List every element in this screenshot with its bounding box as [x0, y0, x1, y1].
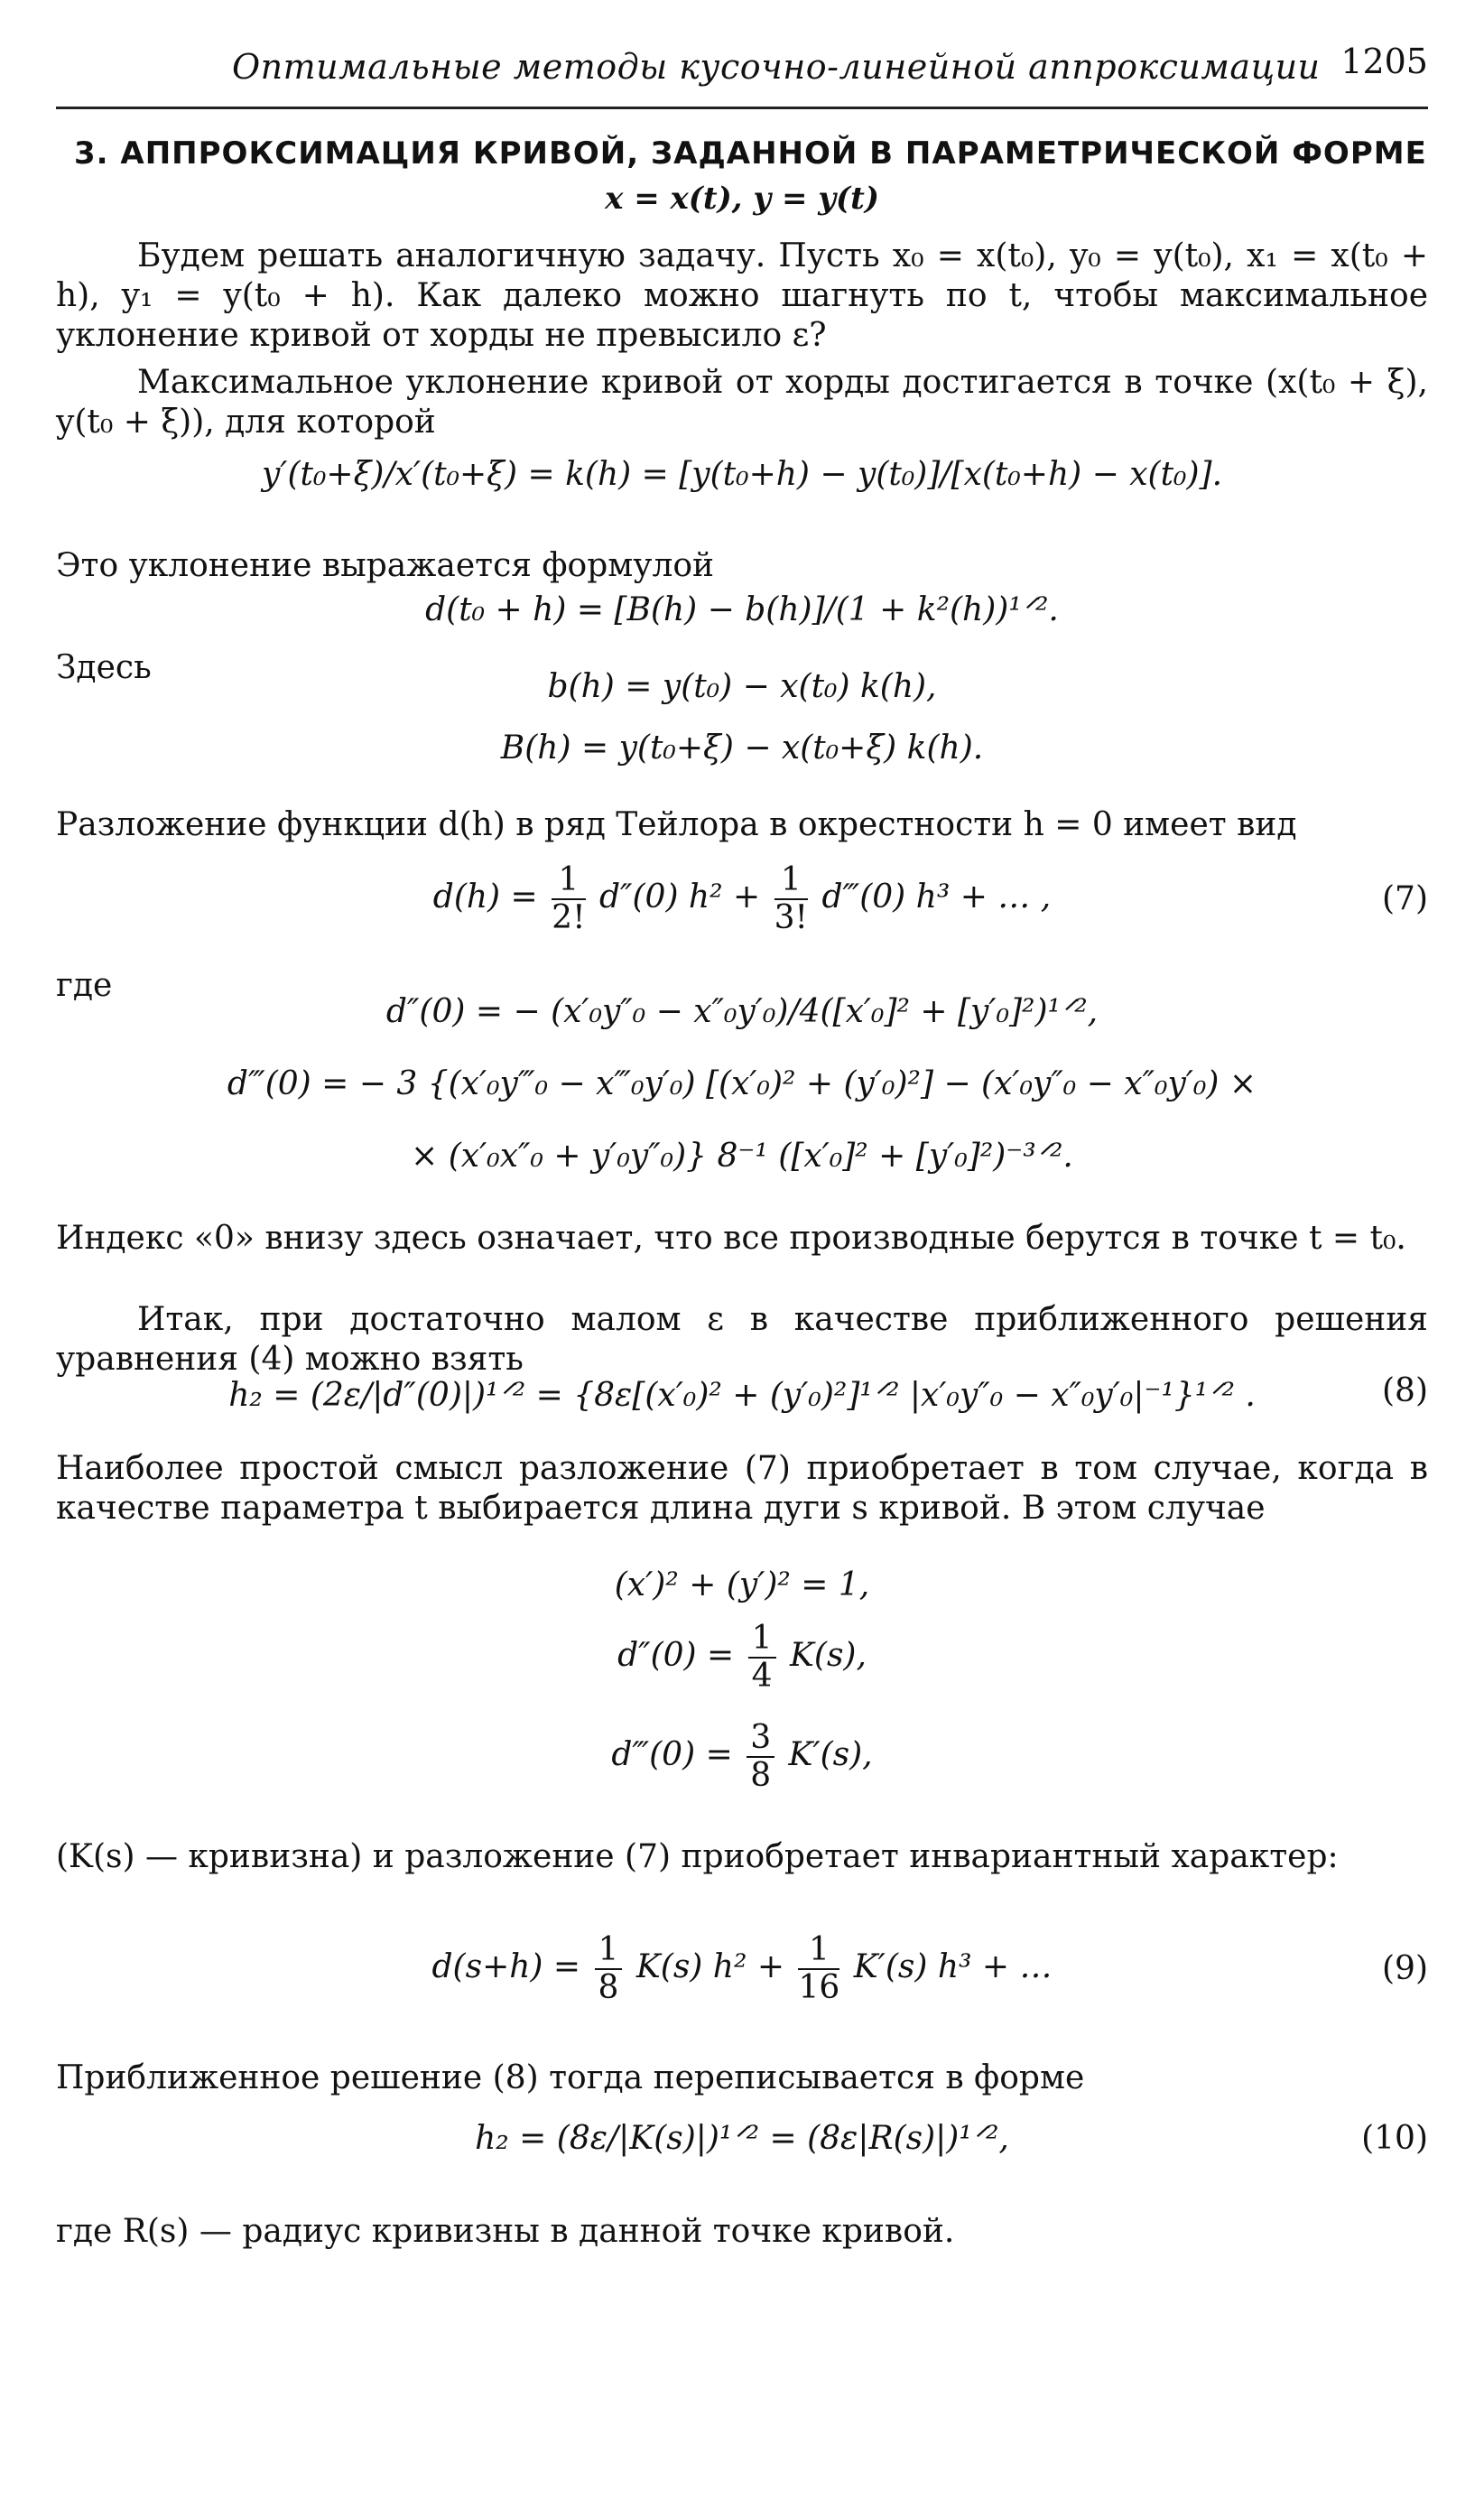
- equation-d: d(t₀ + h) = [B(h) − b(h)]/(1 + k²(h))¹ᐟ².: [425, 591, 1059, 628]
- eq9-end: K′(s) h³ + …: [853, 1948, 1053, 1985]
- eq-d2k-den: 4: [751, 1658, 773, 1695]
- equation-number-7: (7): [1382, 880, 1428, 917]
- eq7-frac-2: [774, 862, 808, 936]
- eq7-frac-1-num: 1: [552, 862, 585, 900]
- equation-number-10: (10): [1361, 2120, 1428, 2157]
- eq7-frac-2-den: 3!: [774, 899, 808, 936]
- eq-d2k-frac: [748, 1621, 776, 1695]
- equation-d3-curvature: [56, 1720, 1428, 1794]
- eq-d3k-den: 8: [750, 1757, 772, 1794]
- eq-d3k-frac: [747, 1720, 774, 1794]
- running-header: [56, 36, 1428, 99]
- paragraph-9: Наиболее простой смысл разложение (7) приобретает в том случае, когда в качестве параметра t выбирается длина дуги s кривой. В этом случае: [56, 1450, 1428, 1527]
- paragraph-8: Итак, при достаточно малом ε в качестве приближенного решения уравнения (4) можно взять: [56, 1301, 1428, 1378]
- page-number: 1205: [1340, 42, 1428, 81]
- eq-d3k-rhs: K′(s),: [788, 1736, 873, 1773]
- eq-d2k-lhs: d″(0) =: [617, 1637, 735, 1674]
- paragraph-12: где R(s) — радиус кривизны в данной точке кривой.: [56, 2213, 955, 2250]
- eq9-frac-1: [595, 1932, 623, 2006]
- equation-9: [56, 1932, 1428, 2006]
- equation-d2-curvature: [56, 1621, 1428, 1695]
- equation-number-9: (9): [1382, 1950, 1428, 1987]
- eq-d2k-num: 1: [748, 1621, 776, 1659]
- paragraph-2: Максимальное уклонение кривой от хорды достигается в точке (x(t₀ + ξ), y(t₀ + ξ)), для которой: [56, 364, 1428, 441]
- page: [56, 27, 1428, 2465]
- equation-k: y′(t₀+ξ)/x′(t₀+ξ) = k(h) = [y(t₀+h) − y(t₀)]/[x(t₀+h) − x(t₀)].: [261, 456, 1223, 493]
- eq9-frac-2-num: 1: [798, 1932, 839, 1970]
- eq9-lhs: d(s+h) =: [431, 1948, 581, 1985]
- paragraph-3: Это уклонение выражается формулой: [56, 547, 714, 584]
- section-subtitle: x = x(t), y = y(t): [605, 181, 879, 217]
- paragraph-7: Индекс «0» внизу здесь означает, что все производные берутся в точке t = t₀.: [56, 1220, 1406, 1257]
- equation-d2: d″(0) = − (x′₀y″₀ − x″₀y′₀)/4([x′₀]² + [y′₀]²)¹ᐟ²,: [385, 993, 1099, 1030]
- equation-d3-line-1: d‴(0) = − 3 {(x′₀y‴₀ − x‴₀y′₀) [(x′₀)² + (y′₀)²] − (x′₀y″₀ − x″₀y′₀) ×: [227, 1065, 1257, 1102]
- eq9-mid: K(s) h² +: [635, 1948, 785, 1985]
- eq9-frac-2: [798, 1932, 839, 2006]
- eq-d3k-num: 3: [747, 1720, 774, 1758]
- eq9-frac-2-den: 16: [798, 1969, 840, 2006]
- eq7-mid: d″(0) h² +: [599, 878, 761, 915]
- equation-d3-line-2: × (x′₀x″₀ + y′₀y″₀)} 8⁻¹ ([x′₀]² + [y′₀]²)⁻³ᐟ².: [411, 1138, 1073, 1175]
- paragraph-5: Разложение функции d(h) в ряд Тейлора в окрестности h = 0 имеет вид: [56, 806, 1297, 843]
- paragraph-6: где: [56, 967, 113, 1004]
- equation-b: b(h) = y(t₀) − x(t₀) k(h),: [547, 668, 937, 705]
- eq7-end: d‴(0) h³ + … ,: [821, 878, 1052, 915]
- section-title: 3. АППРОКСИМАЦИЯ КРИВОЙ, ЗАДАННОЙ В ПАРАМЕТРИЧЕСКОЙ ФОРМЕ: [74, 135, 1427, 172]
- paragraph-1: Будем решать аналогичную задачу. Пусть x₀ = x(t₀), y₀ = y(t₀), x₁ = x(t₀ + h), y₁ = y(t₀ + h). Как далеко можно шагнуть по t, чтобы максимальное уклонение кривой от хорды не превысило ε?: [56, 237, 1428, 354]
- equation-unit-speed: (x′)² + (y′)² = 1,: [614, 1566, 870, 1603]
- eq7-lhs: d(h) =: [432, 878, 538, 915]
- running-title: Оптимальные методы кусочно-линейной аппроксимации: [232, 47, 1321, 87]
- paragraph-11: Приближенное решение (8) тогда переписывается в форме: [56, 2059, 1085, 2096]
- eq7-frac-1: [552, 862, 585, 936]
- header-rule: [56, 107, 1428, 109]
- paragraph-10: (K(s) — кривизна) и разложение (7) приобретает инвариантный характер:: [56, 1838, 1339, 1875]
- eq9-frac-1-num: 1: [595, 1932, 623, 1970]
- eq7-frac-1-den: 2!: [552, 899, 586, 936]
- eq7-frac-2-num: 1: [774, 862, 808, 900]
- paragraph-4: Здесь: [56, 649, 152, 686]
- eq-d3k-lhs: d‴(0) =: [611, 1736, 733, 1773]
- equation-B: B(h) = y(t₀+ξ) − x(t₀+ξ) k(h).: [500, 730, 984, 767]
- eq-d2k-rhs: K(s),: [790, 1637, 867, 1674]
- equation-number-8: (8): [1382, 1372, 1428, 1409]
- equation-8: h₂ = (2ε/|d″(0)|)¹ᐟ² = {8ε[(x′₀)² + (y′₀)²]¹ᐟ² |x′₀y″₀ − x″₀y′₀|⁻¹}¹ᐟ² .: [228, 1377, 1256, 1414]
- eq9-frac-1-den: 8: [598, 1969, 619, 2006]
- equation-10: h₂ = (8ε/|K(s)|)¹ᐟ² = (8ε|R(s)|)¹ᐟ²,: [475, 2120, 1009, 2157]
- equation-7: [56, 862, 1428, 936]
